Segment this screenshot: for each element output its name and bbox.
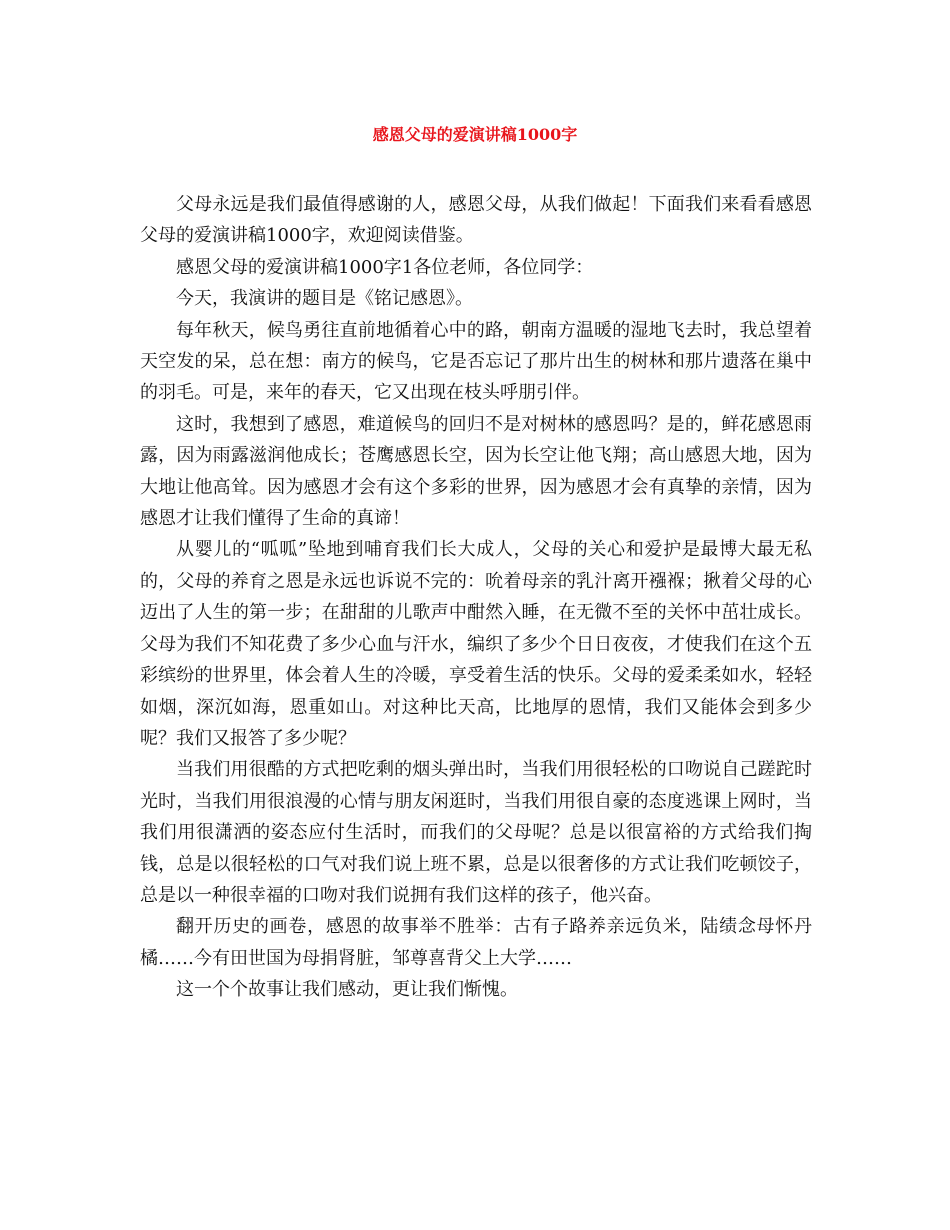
paragraph-greeting: 感恩父母的爱演讲稿1000字1各位老师，各位同学：: [176, 256, 594, 278]
document-body: [140, 189, 812, 1006]
paragraph-intro: 父母永远是我们最值得感谢的人，感恩父母，从我们做起！下面我们来看看感恩父母的爱演讲稿1000字，欢迎阅读借鉴。: [140, 194, 812, 247]
paragraph-topic: 今天，我演讲的题目是《铭记感恩》。: [176, 288, 473, 310]
paragraph-gratitude: 这时，我想到了感恩，难道候鸟的回归不是对树林的感恩吗？是的，鲜花感恩雨露，因为雨露滋润他成长；苍鹰感恩长空，因为长空让他飞翔；高山感恩大地，因为大地让他高耸。因为感恩才会有这个多彩的世界，因为感恩才会有真挚的亲情，因为感恩才让我们懂得了生命的真谛！: [140, 413, 812, 530]
paragraph-parents-love: 从婴儿的“呱呱”坠地到哺育我们长大成人，父母的关心和爱护是最博大最无私的，父母的养育之恩是永远也诉说不完的：吮着母亲的乳汁离开襁褓；揪着父母的心迈出了人生的第一步；在甜甜的儿歌声中酣然入睡，在无微不至的关怀中茁壮成长。父母为我们不知花费了多少心血与汗水，编织了多少个日日夜夜，才使我们在这个五彩缤纷的世界里，体会着人生的冷暖，享受着生活的快乐。父母的爱柔柔如水，轻轻如烟，深沉如海，恩重如山。对这种比天高，比地厚的恩情，我们又能体会到多少呢？我们又报答了多少呢？: [140, 539, 812, 749]
paragraph-conclusion: 这一个个故事让我们感动，更让我们惭愧。: [176, 979, 518, 1001]
paragraph-contrast: 当我们用很酷的方式把吃剩的烟头弹出时，当我们用很轻松的口吻说自己蹉跎时光时，当我们用很浪漫的心情与朋友闲逛时，当我们用很自豪的态度逃课上网时，当我们用很潇洒的姿态应付生活时，而我们的父母呢？总是以很富裕的方式给我们掏钱，总是以很轻松的口气对我们说上班不累，总是以很奢侈的方式让我们吃顿饺子，总是以一种很幸福的口吻对我们说拥有我们这样的孩子，他兴奋。: [140, 759, 812, 906]
paragraph-migratory-birds: 每年秋天，候鸟勇往直前地循着心中的路，朝南方温暖的湿地飞去时，我总望着天空发的呆，总在想：南方的候鸟，它是否忘记了那片出生的树林和那片遗落在巢中的羽毛。可是，来年的春天，它又出现在枝头呼朋引伴。: [140, 319, 812, 404]
paragraph-history: 翻开历史的画卷，感恩的故事举不胜举：古有子路养亲远负米，陆绩念母怀丹橘……今有田世国为母捐肾脏，邹尊喜背父上大学……: [140, 916, 812, 969]
document-title: 感恩父母的爱演讲稿1000字: [372, 125, 578, 144]
